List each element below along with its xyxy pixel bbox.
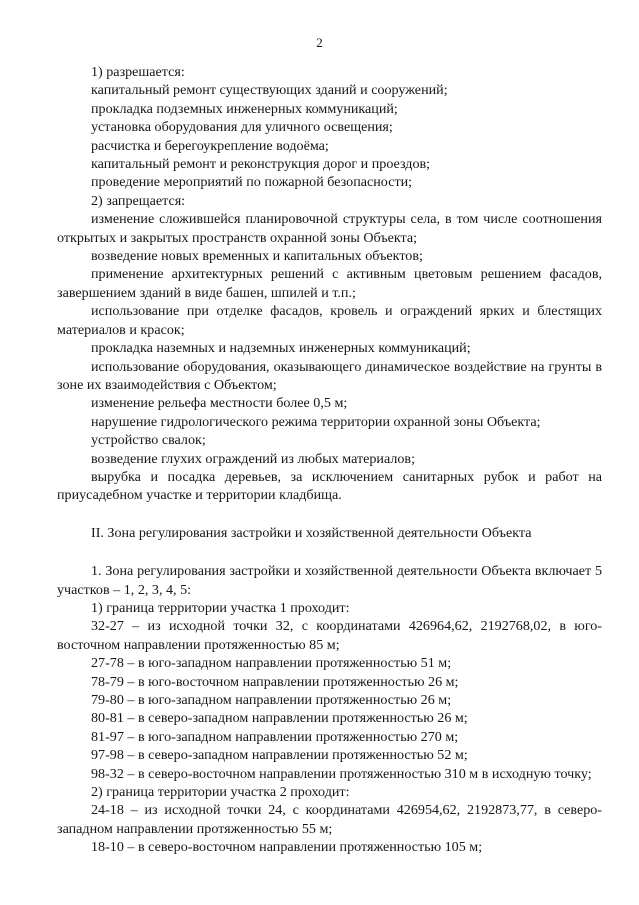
- document-body: [57, 63, 602, 857]
- section-2-content: [57, 562, 602, 857]
- section-1-content: [57, 63, 602, 505]
- paragraph-boundary-segment: 81-97 – в юго-западном направлении протяженностью 270 м;: [91, 728, 459, 745]
- paragraph-boundary-segment: 79-80 – в юго-западном направлении протяженностью 26 м;: [91, 692, 452, 708]
- section-2-heading: II. Зона регулирования застройки и хозяйственной деятельности Объекта: [91, 524, 532, 541]
- paragraph-allowed-item: установка оборудования для уличного освещения;: [91, 119, 393, 136]
- paragraph-allowed-item: капитальный ремонт существующих зданий и сооружений;: [91, 82, 448, 99]
- paragraph-allowed-item: капитальный ремонт и реконструкция дорог и проездов;: [91, 156, 431, 173]
- paragraph-boundary-segment: 80-81 – в северо-западном направлении протяженностью 26 м;: [91, 710, 468, 727]
- paragraph-boundary-segment: 27-78 – в юго-западном направлении протяженностью 51 м;: [91, 655, 452, 672]
- paragraph-plot-2-header: 2) граница территории участка 2 проходит:: [91, 784, 350, 801]
- paragraph-prohibited-item: возведение глухих ограждений из любых материалов;: [91, 450, 416, 467]
- paragraph-prohibited-item: вырубка и посадка деревьев, за исключением санитарных рубок и работ на приусадебном участке и территории кладбища.: [57, 468, 602, 504]
- paragraph-prohibited-item: изменение рельефа местности более 0,5 м;: [91, 395, 348, 412]
- paragraph-allowed-item: расчистка и берегоукрепление водоёма;: [91, 137, 329, 154]
- paragraph-boundary-segment: 18-10 – в северо-восточном направлении протяженностью 105 м;: [91, 839, 483, 856]
- paragraph-boundary-segment: 98-32 – в северо-восточном направлении протяженностью 310 м в исходную точку;: [91, 765, 592, 782]
- paragraph-prohibited-item: возведение новых временных и капитальных объектов;: [91, 248, 423, 265]
- paragraph-boundary-segment: 97-98 – в северо-западном направлении протяженностью 52 м;: [91, 747, 468, 764]
- paragraph-prohibited-item: нарушение гидрологического режима территории охранной зоны Объекта;: [91, 413, 541, 430]
- paragraph-boundary-segment: 24-18 – из исходной точки 24, с координатами 426954,62, 2192873,77, в северо-западном направлении протяженностью 55 м;: [57, 802, 602, 837]
- paragraph-boundary-segment: 32-27 – из исходной точки 32, с координатами 426964,62, 2192768,02, в юго-восточном направлении протяженностью 85 м;: [57, 618, 602, 653]
- page-number: 2: [316, 35, 323, 50]
- paragraph-prohibited-item: изменение сложившейся планировочной структуры села, в том числе соотношения открытых и закрытых пространств охранной зоны Объекта;: [57, 211, 602, 246]
- paragraph-allowed-item: проведение мероприятий по пожарной безопасности;: [91, 174, 413, 191]
- paragraph-prohibited-item: устройство свалок;: [91, 432, 206, 449]
- paragraph-prohibited-header: 2) запрещается:: [91, 192, 186, 209]
- paragraph-plot-1-header: 1) граница территории участка 1 проходит:: [91, 599, 350, 616]
- paragraph-prohibited-item: применение архитектурных решений с активным цветовым решением фасадов, завершением зданий в виде башен, шпилей и т.п.;: [57, 266, 602, 301]
- paragraph-prohibited-item: прокладка наземных и надземных инженерных коммуникаций;: [91, 340, 471, 357]
- paragraph-zone-description: 1. Зона регулирования застройки и хозяйственной деятельности Объекта включает 5 участков – 1, 2, 3, 4, 5:: [57, 563, 602, 598]
- paragraph-prohibited-item: использование оборудования, оказывающего динамическое воздействие на грунты в зоне их взаимодействия с Объектом;: [57, 358, 602, 393]
- paragraph-prohibited-item: использование при отделке фасадов, кровель и ограждений ярких и блестящих материалов и красок;: [57, 303, 602, 338]
- paragraph-allowed-header: 1) разрешается:: [91, 64, 185, 80]
- paragraph-boundary-segment: 78-79 – в юго-восточном направлении протяженностью 26 м;: [91, 673, 459, 690]
- paragraph-allowed-item: прокладка подземных инженерных коммуникаций;: [91, 100, 398, 117]
